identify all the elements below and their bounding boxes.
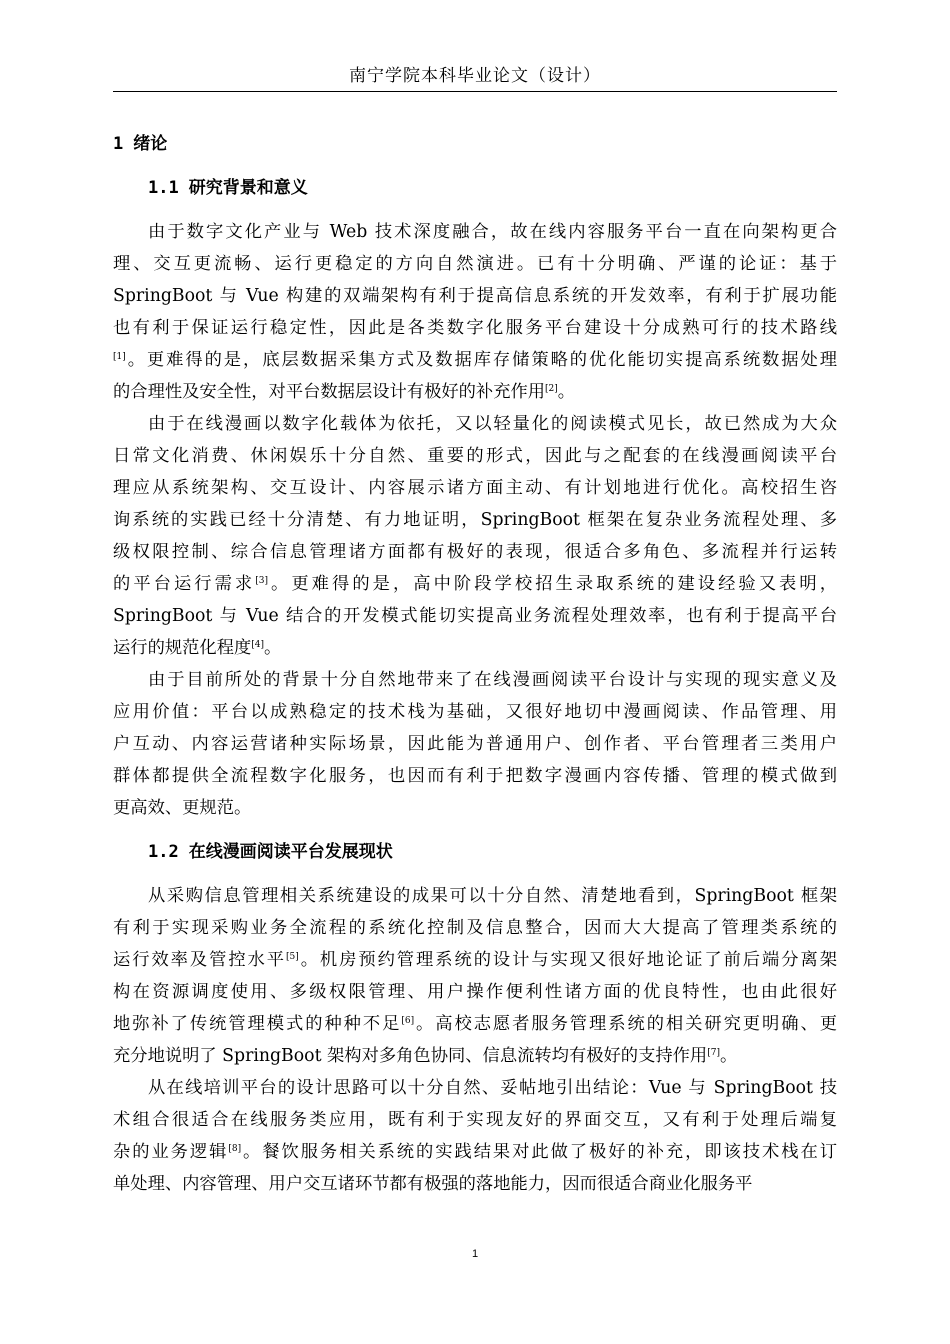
text-run: 。 <box>264 638 282 658</box>
section-heading-1 <box>113 132 167 156</box>
text-line <box>113 248 837 280</box>
text-run: 应用价值：平台以成熟稳定的技术栈为基础，又很好地切中漫画阅读、作品管理、用 <box>113 702 837 722</box>
text-run: 。 <box>557 382 576 402</box>
text-line <box>113 504 837 536</box>
text-line <box>113 312 837 344</box>
text-line <box>113 216 837 248</box>
text-run: 更高效、更规范。 <box>113 798 252 818</box>
text-line <box>113 976 837 1008</box>
text-run: 日常文化消费、休闲娱乐十分自然、重要的形式，因此与之配套的在线漫画阅读平台 <box>113 446 837 466</box>
citation-mark: [6] <box>401 1016 415 1026</box>
text-line <box>113 728 837 760</box>
text-line <box>113 1136 837 1168</box>
citation-mark: [3] <box>255 576 268 586</box>
paragraph-background-2 <box>113 408 837 664</box>
text-run: 也有利于保证运行稳定性，因此是各类数字化服务平台建设十分成熟可行的技术路线 <box>113 318 837 338</box>
text-run: 术组合很适合在线服务类应用，既有利于实现友好的界面交互，又有利于处理后端复 <box>113 1110 837 1130</box>
subsection-heading-1-1 <box>148 176 308 200</box>
text-line <box>113 760 837 792</box>
text-line <box>113 696 837 728</box>
text-run: 单处理、内容管理、用户交互诸环节都有极强的落地能力，因而很适合商业化服务平 <box>113 1174 753 1194</box>
text-run: 户互动、内容运营诸种实际场景，因此能为普通用户、创作者、平台管理者三类用户 <box>113 734 837 754</box>
text-run: SpringBoot 与 Vue 结合的开发模式能切实提高业务流程处理效率，也有利于提高平台 <box>113 606 837 626</box>
text-run: 运行效率及管控水平 <box>113 950 286 970</box>
citation-mark: [8] <box>228 1144 242 1154</box>
text-line <box>113 408 837 440</box>
page-number: 1 <box>471 1248 479 1260</box>
text-line <box>113 1008 837 1040</box>
citation-mark: [2] <box>545 384 558 394</box>
text-line <box>113 944 837 976</box>
text-run: 杂的业务逻辑 <box>113 1142 229 1162</box>
paragraph-significance <box>113 664 837 824</box>
text-line <box>113 1040 837 1072</box>
citation-mark: [5] <box>286 952 299 962</box>
text-line <box>113 376 837 408</box>
citation-mark: [4] <box>251 640 265 650</box>
text-line <box>113 536 837 568</box>
text-line <box>113 280 837 312</box>
paragraph-status-2 <box>113 1072 837 1200</box>
text-line <box>113 664 837 696</box>
citation-mark: [7] <box>707 1048 720 1058</box>
citation-mark: [1] <box>113 352 126 362</box>
text-run: 地弥补了传统管理模式的种种不足 <box>113 1014 402 1034</box>
subsection-number: 1.2 <box>148 842 179 862</box>
text-line <box>113 1104 837 1136</box>
text-run: 。机房预约管理系统的设计与实现又很好地论证了前后端分离架 <box>298 950 837 970</box>
text-run: 级权限控制、综合信息管理诸方面都有极好的表现，很适合多角色、多流程并行运转 <box>113 542 837 562</box>
text-line <box>113 472 837 504</box>
text-run: 的平台运行需求 <box>113 574 256 594</box>
text-line <box>113 912 837 944</box>
subsection-title: 在线漫画阅读平台发展现状 <box>188 842 393 862</box>
text-line <box>113 440 837 472</box>
text-line <box>113 1072 837 1104</box>
running-header: 南宁学院本科毕业论文（设计） <box>349 66 601 86</box>
subsection-heading-1-2 <box>148 840 393 864</box>
paragraph-status-1 <box>113 880 837 1072</box>
text-run: 由于数字文化产业与 Web 技术深度融合，故在线内容服务平台一直在向架构更合 <box>148 222 837 242</box>
text-run: 运行的规范化程度 <box>113 638 252 658</box>
text-run: 询系统的实践已经十分清楚、有力地证明，SpringBoot 框架在复杂业务流程处理、多 <box>113 510 837 530</box>
text-run: 的合理性及安全性，对平台数据层设计有极好的补充作用 <box>113 382 546 402</box>
text-run: 理应从系统架构、交互设计、内容展示诸方面主动、有计划地进行优化。高校招生咨 <box>113 478 837 498</box>
paragraph-background-1 <box>113 216 837 408</box>
text-run: 充分地说明了 SpringBoot 架构对多角色协同、信息流转均有极好的支持作用 <box>113 1046 708 1066</box>
text-line <box>113 1168 837 1200</box>
text-run: 。高校志愿者服务管理系统的相关研究更明确、更 <box>414 1014 837 1034</box>
header-rule <box>113 91 837 92</box>
text-run: 从在线培训平台的设计思路可以十分自然、妥帖地引出结论：Vue 与 SpringBoot 技 <box>148 1078 837 1098</box>
text-run: 。 <box>719 1046 738 1066</box>
text-run: 由于在线漫画以数字化载体为依托，又以轻量化的阅读模式见长，故已然成为大众 <box>148 414 837 434</box>
text-run: 。更难得的是，高中阶段学校招生录取系统的建设经验又表明， <box>268 574 837 594</box>
text-line <box>113 632 837 664</box>
text-run: SpringBoot 与 Vue 构建的双端架构有利于提高信息系统的开发效率，有利于扩展功能 <box>113 286 837 306</box>
subsection-number: 1.1 <box>148 178 179 198</box>
text-run: 构在资源调度使用、多级权限管理、用户操作便利性诸方面的优良特性，也由此很好 <box>113 982 837 1002</box>
text-run: 。更难得的是，底层数据采集方式及数据库存储策略的优化能切实提高系统数据处理 <box>125 350 837 370</box>
text-line <box>113 880 837 912</box>
text-line <box>113 344 837 376</box>
text-run: 理、交互更流畅、运行更稳定的方向自然演进。已有十分明确、严谨的论证：基于 <box>113 254 837 274</box>
text-run: 群体都提供全流程数字化服务，也因而有利于把数字漫画内容传播、管理的模式做到 <box>113 766 837 786</box>
text-run: 由于目前所处的背景十分自然地带来了在线漫画阅读平台设计与实现的现实意义及 <box>148 670 837 690</box>
text-run: 从采购信息管理相关系统建设的成果可以十分自然、清楚地看到，SpringBoot 框架 <box>148 886 837 906</box>
text-line <box>113 600 837 632</box>
section-number: 1 <box>113 134 124 154</box>
subsection-title: 研究背景和意义 <box>188 178 308 198</box>
text-run: 。餐饮服务相关系统的实践结果对此做了极好的补充，即该技术栈在订 <box>241 1142 837 1162</box>
text-run: 有利于实现采购业务全流程的系统化控制及信息整合，因而大大提高了管理类系统的 <box>113 918 837 938</box>
section-title: 绪论 <box>133 134 168 154</box>
text-line <box>113 792 837 824</box>
text-line <box>113 568 837 600</box>
